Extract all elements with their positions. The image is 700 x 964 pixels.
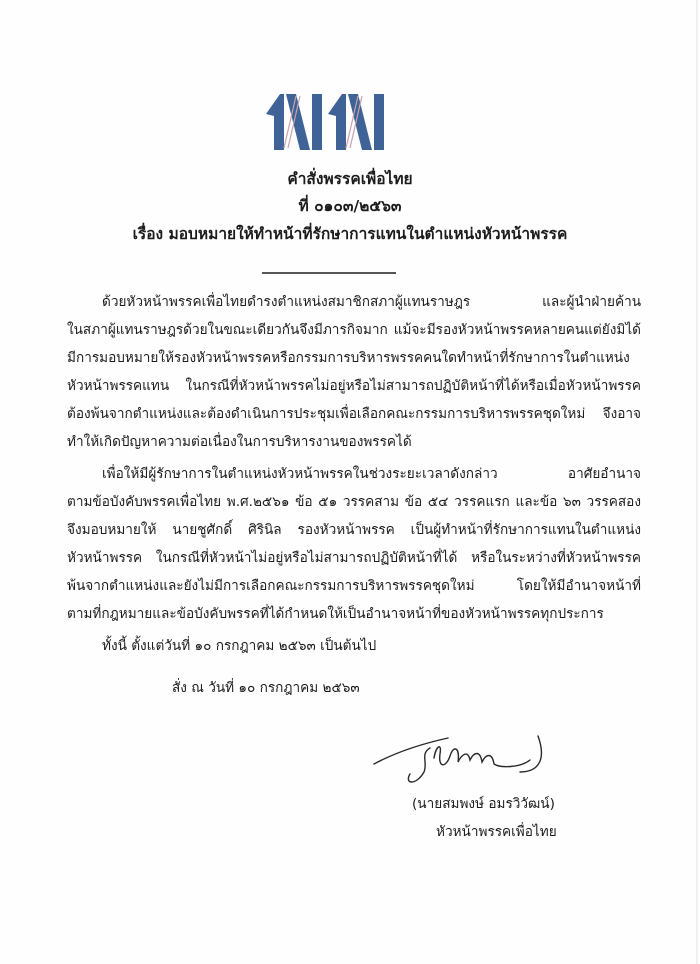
paragraph1-line: ต้องพ้นจากตำแหน่งและต้องดำเนินการประชุมเพื่อเลือกคณะกรรมการบริหารพรรคชุดใหม่ จึงอาจ bbox=[67, 406, 641, 422]
signature-icon bbox=[370, 728, 570, 798]
paragraph2-line: เพื่อให้มีผู้รักษาการในตำแหน่งหัวหน้าพรรคในช่วงระยะเวลาดังกล่าว อาศัยอำนาจ bbox=[102, 466, 641, 482]
order-number: ที่ ๐๑๐๓/๒๕๖๓ bbox=[298, 197, 402, 215]
paragraph1-line: ทำให้เกิดปัญหาความต่อเนื่องในการบริหารงานของพรรคได้ bbox=[67, 434, 412, 450]
paragraph1-line: ในสภาผู้แทนราษฎรด้วยในขณะเดียวกันจึงมีภารกิจมาก แม้จะมีรองหัวหน้าพรรคหลายคนแต่ยังมิได้ bbox=[67, 322, 641, 338]
order-subject: เรื่อง มอบหมายให้ทำหน้าที่รักษาการแทนในตำแหน่งหัวหน้าพรรค bbox=[132, 225, 568, 243]
paragraph2-line: ตามที่กฎหมายและข้อบังคับพรรคที่ได้กำหนดให้เป็นอำนาจหน้าที่ของหัวหน้าพรรคทุกประการ bbox=[67, 606, 604, 622]
paragraph2-line: ตามข้อบังคับพรรคเพื่อไทย พ.ศ.๒๕๖๑ ข้อ ๕๑ วรรคสาม ข้อ ๕๔ วรรคแรก และข้อ ๖๓ วรรคสอง bbox=[67, 494, 641, 510]
paragraph1-line: ด้วยหัวหน้าพรรคเพื่อไทยดำรงตำแหน่งสมาชิกสภาผู้แทนราษฎร และผู้นำฝ่ายค้าน bbox=[102, 294, 641, 310]
signer-position: หัวหน้าพรรคเพื่อไทย bbox=[436, 824, 557, 840]
order-title: คำสั่งพรรคเพื่อไทย bbox=[287, 170, 413, 188]
ordered-date: สั่ง ณ วันที่ ๑๐ กรกฎาคม ๒๕๖๓ bbox=[172, 680, 360, 696]
pheu-thai-logo-icon bbox=[266, 92, 420, 152]
paragraph2-line: พ้นจากตำแหน่งและยังไม่มีการเลือกคณะกรรมการบริหารพรรคชุดใหม่ โดยให้มีอำนาจหน้าที่ bbox=[67, 578, 641, 594]
paragraph2-line: จึงมอบหมายให้ นายชูศักดิ์ ศิรินิล รองหัวหน้าพรรค เป็นผู้ทำหน้าที่รักษาการแทนในตำแหน่ง bbox=[67, 522, 641, 538]
effective-date: ทั้งนี้ ตั้งแต่วันที่ ๑๐ กรกฎาคม ๒๕๖๓ เป็นต้นไป bbox=[102, 638, 377, 654]
signer-name: (นายสมพงษ์ อมรวิวัฒน์) bbox=[412, 796, 555, 812]
paragraph1-line: หัวหน้าพรรคแทน ในกรณีที่หัวหน้าพรรคไม่อยู่หรือไม่สามารถปฏิบัติหน้าที่ได้หรือเมื่อหัวหน้าพรรค bbox=[67, 378, 641, 394]
divider-line bbox=[262, 272, 396, 274]
paragraph1-line: มีการมอบหมายให้รองหัวหน้าพรรคหรือกรรมการบริหารพรรคคนใดทำหน้าที่รักษาการในตำแหน่ง bbox=[67, 350, 630, 366]
paragraph2-line: หัวหน้าพรรค ในกรณีที่หัวหน้าไม่อยู่หรือไม่สามารถปฏิบัติหน้าที่ได้ หรือในระหว่างที่หัวหน้าพรรค bbox=[67, 550, 641, 566]
scan-edge bbox=[696, 0, 698, 964]
